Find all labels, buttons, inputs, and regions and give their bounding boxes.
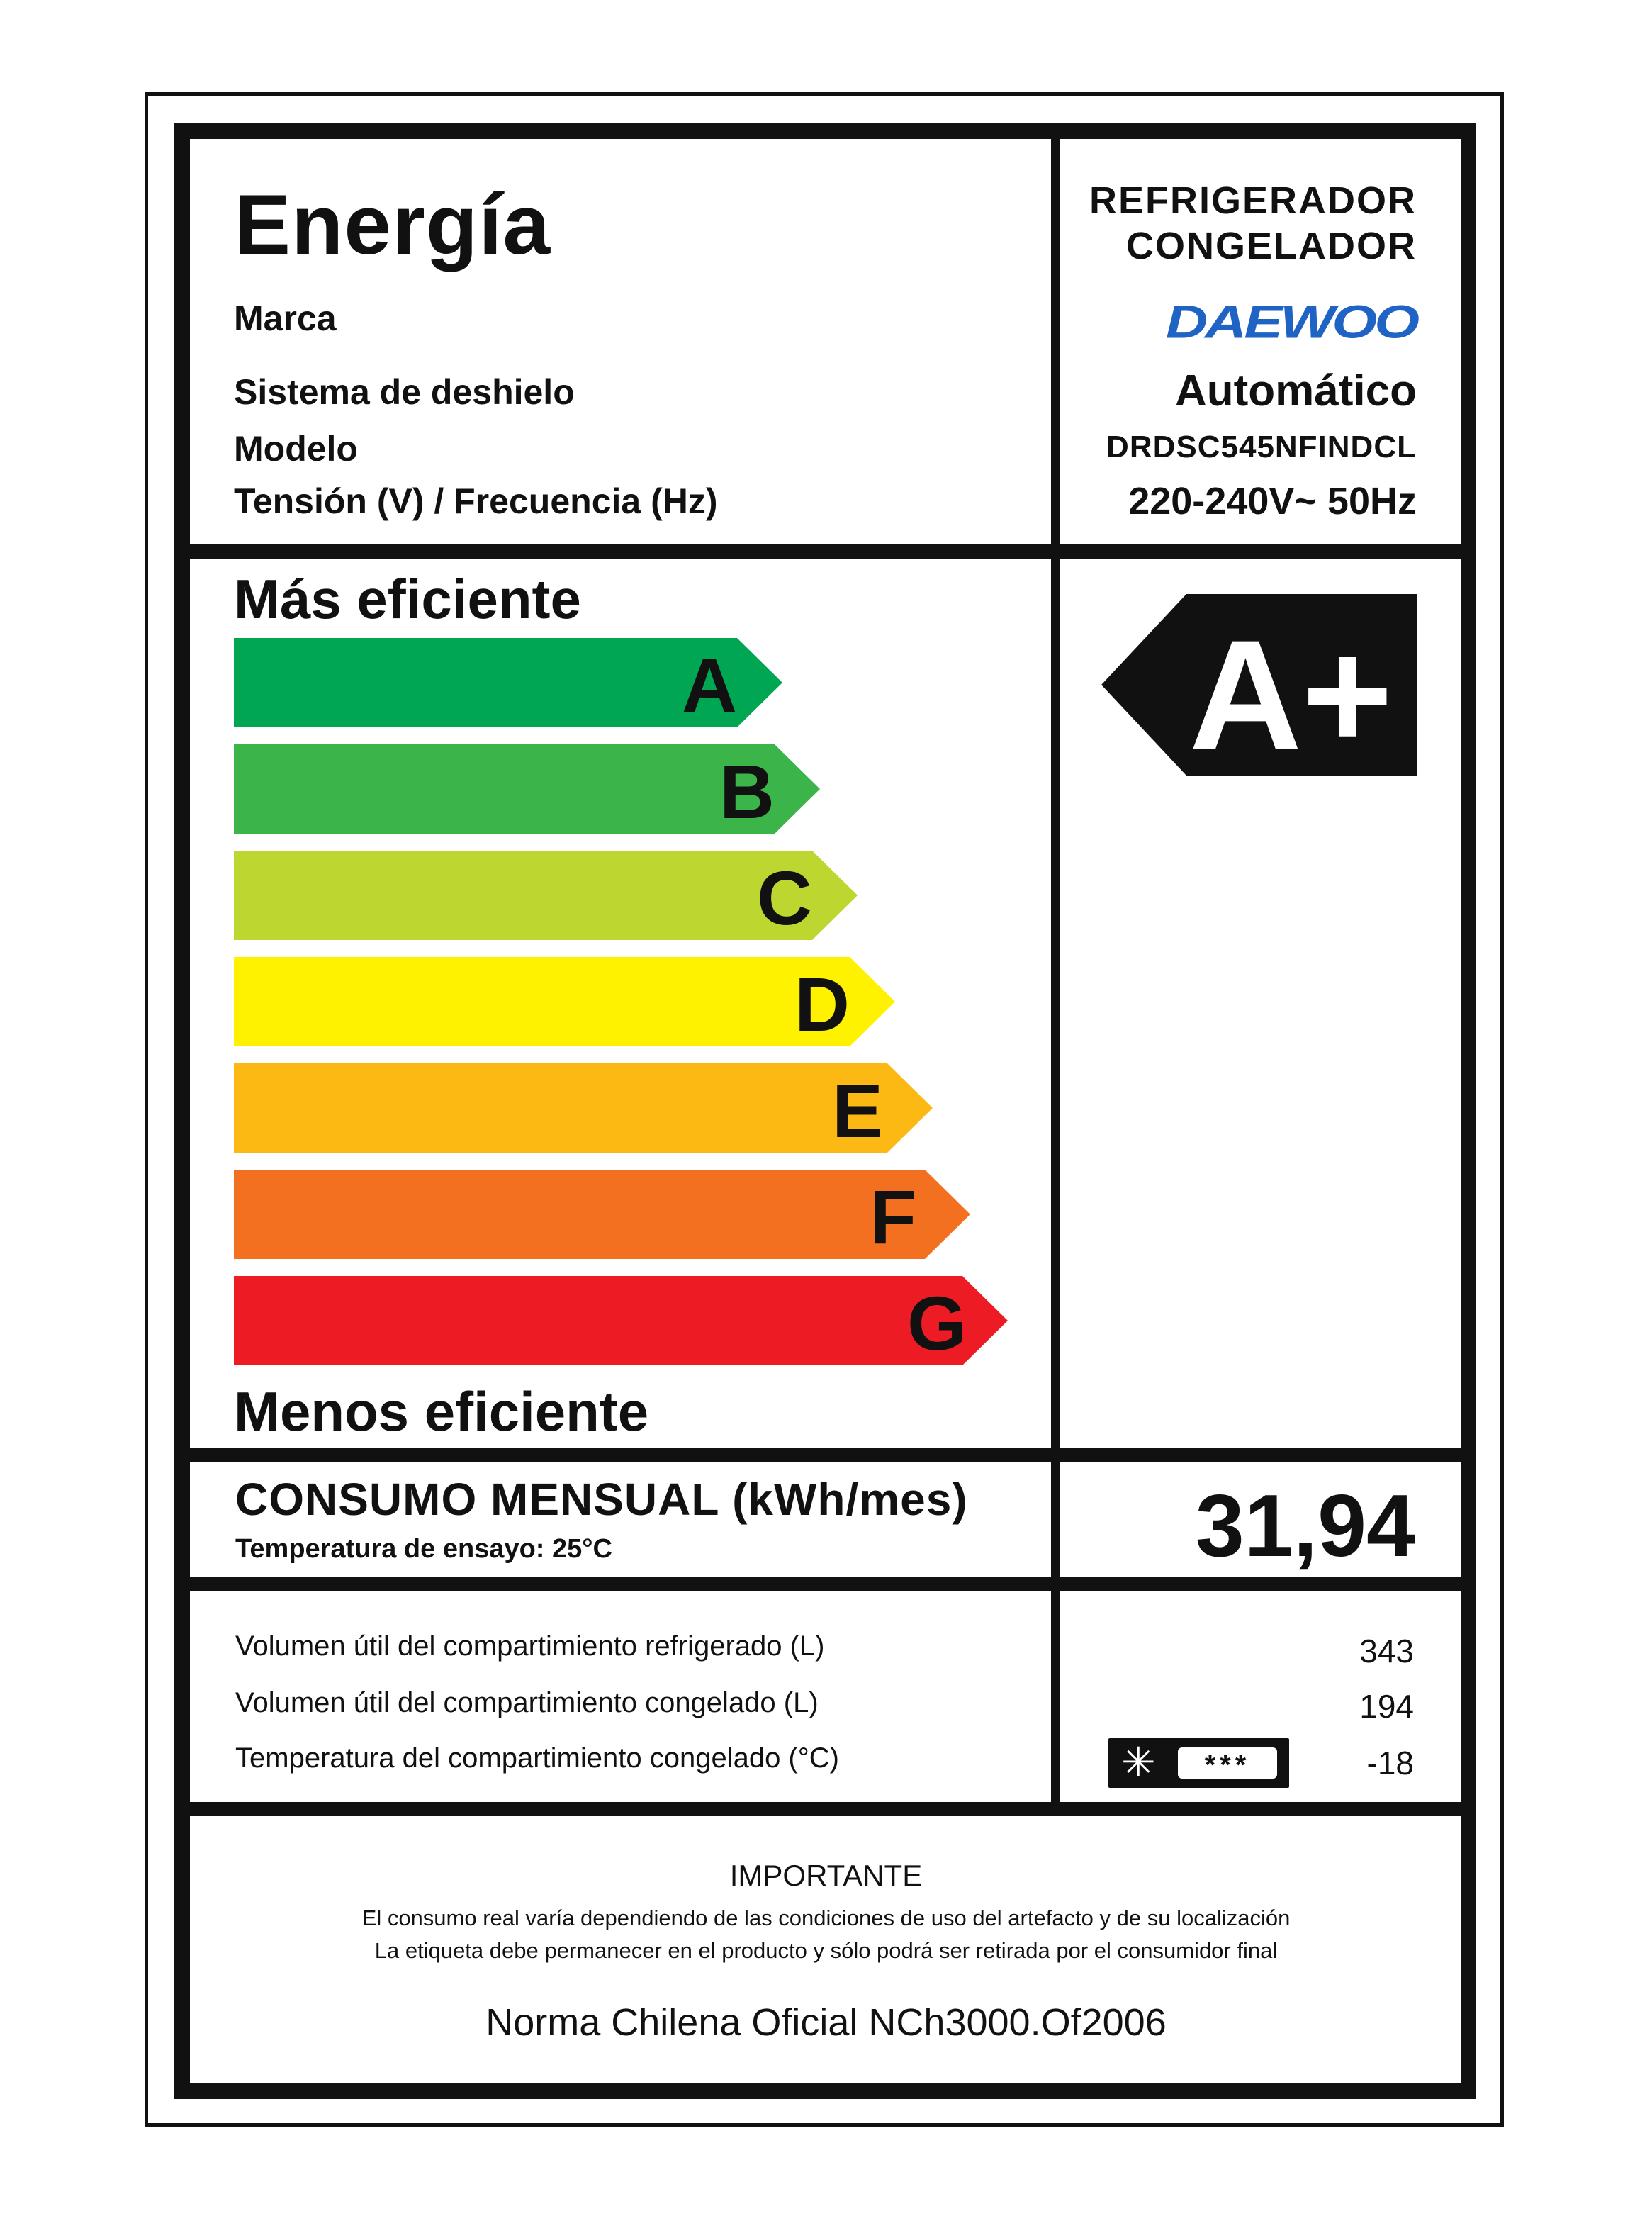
divider-scale (190, 1448, 1461, 1462)
efficiency-letter-g: G (907, 1280, 967, 1366)
test-temperature-label: Temperatura de ensayo: 25°C (235, 1534, 612, 1564)
label-title: Energía (234, 177, 551, 272)
efficiency-letter-b: B (719, 749, 775, 834)
brand-label: Marca (234, 298, 337, 338)
least-efficient-caption: Menos eficiente (234, 1380, 649, 1443)
spec-label-refrigerated: Volumen útil del compartimiento refrigerado (L) (235, 1630, 825, 1662)
efficiency-bar-e (234, 1063, 933, 1153)
consumption-label: CONSUMO MENSUAL (kWh/mes) (235, 1474, 968, 1525)
divider-specs (190, 1802, 1461, 1816)
spec-value-refrigerated: 343 (1359, 1633, 1414, 1669)
important-note-line2: La etiqueta debe permanecer en el producto y sólo podrá ser retirada por el consumidor final (374, 1938, 1278, 1963)
efficiency-bar-f (234, 1170, 970, 1259)
freezer-stars: *** (1178, 1747, 1277, 1779)
rating-arrow (1101, 594, 1417, 776)
spec-value-temperature: -18 (1366, 1745, 1414, 1781)
snowflake-icon: ✳ (1121, 1740, 1156, 1786)
product-type-line1: REFRIGERADOR (1089, 179, 1417, 222)
product-type-line2: CONGELADOR (1126, 225, 1417, 267)
freezer-star-badge (1108, 1738, 1289, 1788)
brand-logo: DAEWOO (1165, 296, 1417, 348)
voltage-value: 220-240V~ 50Hz (1128, 480, 1417, 522)
defrost-label: Sistema de deshielo (234, 372, 575, 412)
divider-header (190, 544, 1461, 559)
spec-label-temperature: Temperatura del compartimiento congelado (°C) (235, 1742, 839, 1774)
divider-consumption (190, 1577, 1461, 1591)
important-note-line1: El consumo real varía dependiendo de las condiciones de uso del artefacto y de su localización (361, 1905, 1291, 1930)
voltage-label: Tensión (V) / Frecuencia (Hz) (234, 481, 718, 521)
rating-letter: A+ (1189, 608, 1393, 776)
spec-label-frozen: Volumen útil del compartimiento congelado (L) (235, 1687, 819, 1718)
efficiency-letter-c: C (757, 855, 812, 941)
model-label: Modelo (234, 429, 358, 469)
column-divider (1051, 139, 1060, 1809)
efficiency-letter-f: F (870, 1174, 916, 1260)
consumption-value: 31,94 (1195, 1477, 1415, 1575)
spec-value-frozen: 194 (1359, 1688, 1414, 1725)
efficiency-bar-g (234, 1276, 1008, 1365)
important-title: IMPORTANTE (729, 1859, 923, 1892)
efficiency-letter-d: D (794, 961, 850, 1047)
efficiency-letter-e: E (832, 1068, 884, 1153)
model-value: DRDSC545NFINDCL (1106, 430, 1417, 464)
efficiency-letter-a: A (682, 642, 737, 728)
standard-reference: Norma Chilena Oficial NCh3000.Of2006 (485, 2001, 1167, 2044)
most-efficient-caption: Más eficiente (234, 568, 581, 630)
defrost-value: Automático (1175, 366, 1417, 415)
efficiency-scale (234, 638, 1028, 1375)
